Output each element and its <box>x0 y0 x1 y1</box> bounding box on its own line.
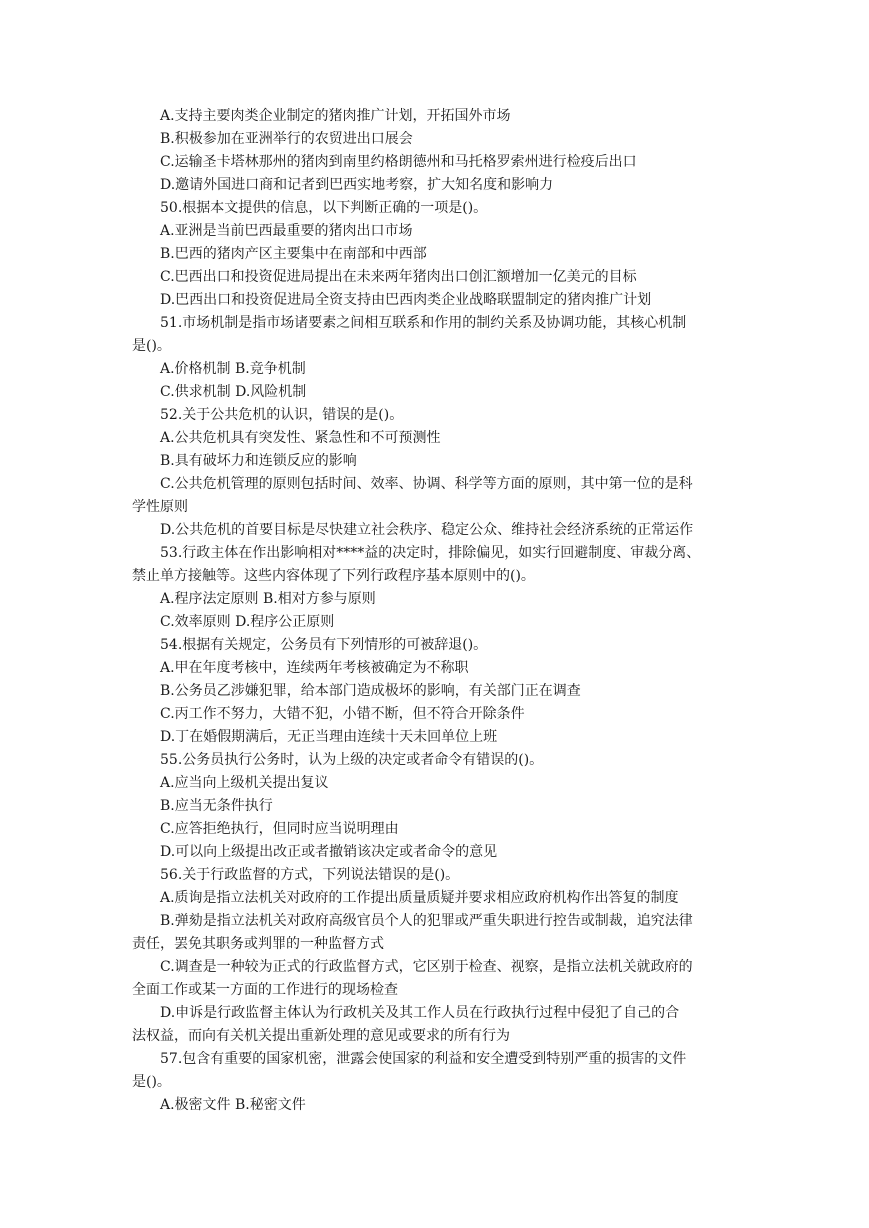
text-line: C.公共危机管理的原则包括时间、效率、协调、科学等方面的原则，其中第一位的是科 <box>160 476 693 492</box>
text-line: A.应当向上级机关提出复议 <box>160 775 329 791</box>
text-line: D.公共危机的首要目标是尽快建立社会秩序、稳定公众、维持社会经济系统的正常运作 <box>160 522 694 538</box>
text-line: B.应当无条件执行 <box>160 798 273 814</box>
text-line: D.申诉是行政监督主体认为行政机关及其工作人员在行政执行过程中侵犯了自己的合 <box>160 1005 680 1021</box>
text-line: 52.关于公共危机的认识，错误的是()。 <box>160 407 404 423</box>
text-line: B.巴西的猪肉产区主要集中在南部和中西部 <box>160 246 427 262</box>
text-line: A.支持主要肉类企业制定的猪肉推广计划，开拓国外市场 <box>160 108 511 124</box>
text-line: 全面工作或某一方面的工作进行的现场检查 <box>132 982 398 998</box>
text-line: D.邀请外国进口商和记者到巴西实地考察，扩大知名度和影响力 <box>160 177 554 193</box>
text-line: B.积极参加在亚洲举行的农贸进出口展会 <box>160 131 413 147</box>
text-line: A.质询是指立法机关对政府的工作提出质量质疑并要求相应政府机构作出答复的制度 <box>160 890 679 906</box>
text-line: 是()。 <box>132 1074 171 1090</box>
text-line: A.极密文件 B.秘密文件 <box>160 1097 306 1113</box>
text-line: C.应答拒绝执行，但同时应当说明理由 <box>160 821 399 837</box>
text-line: 50.根据本文提供的信息，以下判断正确的一项是()。 <box>160 200 488 216</box>
text-line: B.弹劾是指立法机关对政府高级官员个人的犯罪或严重失职进行控告或制裁，追究法律 <box>160 913 693 929</box>
text-line: 禁止单方接触等。这些内容体现了下列行政程序基本原则中的()。 <box>132 568 535 584</box>
text-line: C.巴西出口和投资促进局提出在未来两年猪肉出口创汇额增加一亿美元的目标 <box>160 269 637 285</box>
text-line: A.价格机制 B.竞争机制 <box>160 361 306 377</box>
text-line: 是()。 <box>132 338 171 354</box>
text-line: 法权益，而向有关机关提出重新处理的意见或要求的所有行为 <box>132 1028 510 1044</box>
text-line: 53.行政主体在作出影响相对****益的决定时，排除偏见，如实行回避制度、审裁分离、 <box>160 545 701 561</box>
document-page <box>132 105 742 1117</box>
text-line: A.亚洲是当前巴西最重要的猪肉出口市场 <box>160 223 413 239</box>
text-line: D.可以向上级提出改正或者撤销该决定或者命令的意见 <box>160 844 498 860</box>
text-line: C.效率原则 D.程序公正原则 <box>160 614 335 630</box>
text-line: 55.公务员执行公务时，认为上级的决定或者命令有错误的()。 <box>160 752 544 768</box>
text-line: 56.关于行政监督的方式，下列说法错误的是()。 <box>160 867 460 883</box>
text-line: A.甲在年度考核中，连续两年考核被确定为不称职 <box>160 660 469 676</box>
text-line: D.丁在婚假期满后，无正当理由连续十天未回单位上班 <box>160 729 498 745</box>
text-line: 学性原则 <box>132 499 188 515</box>
text-line: C.丙工作不努力，大错不犯，小错不断，但不符合开除条件 <box>160 706 525 722</box>
text-line: 54.根据有关规定，公务员有下列情形的可被辞退()。 <box>160 637 488 653</box>
text-line: B.具有破坏力和连锁反应的影响 <box>160 453 357 469</box>
text-line: A.程序法定原则 B.相对方参与原则 <box>160 591 376 607</box>
text-line: B.公务员乙涉嫌犯罪，给本部门造成极坏的影响，有关部门正在调查 <box>160 683 581 699</box>
text-line: C.供求机制 D.风险机制 <box>160 384 307 400</box>
text-line: C.调查是一种较为正式的行政监督方式，它区别于检查、视察，是指立法机关就政府的 <box>160 959 693 975</box>
text-line: A.公共危机具有突发性、紧急性和不可预测性 <box>160 430 441 446</box>
text-line: 责任，罢免其职务或判罪的一种监督方式 <box>132 936 384 952</box>
text-line: D.巴西出口和投资促进局全资支持由巴西肉类企业战略联盟制定的猪肉推广计划 <box>160 292 652 308</box>
text-line: 51.市场机制是指市场诸要素之间相互联系和作用的制约关系及协调功能，其核心机制 <box>160 315 687 331</box>
text-line: 57.包含有重要的国家机密，泄露会使国家的利益和安全遭受到特别严重的损害的文件 <box>160 1051 687 1067</box>
text-line: C.运输圣卡塔林那州的猪肉到南里约格朗德州和马托格罗索州进行检疫后出口 <box>160 154 637 170</box>
